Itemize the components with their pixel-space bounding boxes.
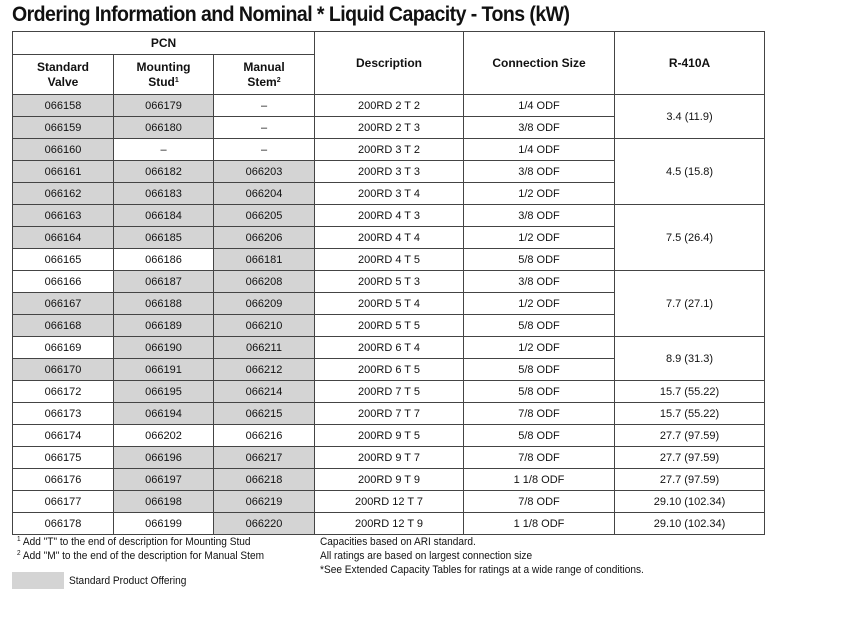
connection-size-cell: 5/8 ODF — [464, 249, 615, 271]
manual-stem-cell: – — [214, 95, 315, 117]
capacity-cell: 29.10 (102.34) — [615, 491, 765, 513]
table-row — [13, 403, 765, 425]
connection-size-cell: 1 1/8 ODF — [464, 469, 615, 491]
mounting-stud-cell: 066191 — [114, 359, 214, 381]
mounting-stud-cell: 066188 — [114, 293, 214, 315]
manual-stem-cell: 066211 — [214, 337, 315, 359]
connection-size-cell: 7/8 ODF — [464, 491, 615, 513]
connection-size-cell: 3/8 ODF — [464, 161, 615, 183]
connection-size-cell: 1/4 ODF — [464, 95, 615, 117]
standard-offering-label: Standard Product Offering — [69, 575, 187, 587]
connection-size-cell: 3/8 ODF — [464, 205, 615, 227]
mounting-stud-cell: – — [114, 139, 214, 161]
mounting-stud-cell: 066180 — [114, 117, 214, 139]
capacity-cell: 29.10 (102.34) — [615, 513, 765, 535]
description-header: Description — [315, 32, 464, 95]
table-row — [13, 513, 765, 535]
mounting-stud-header: Mounting Stud$^1$ — [114, 55, 214, 95]
mounting-stud-cell: 066195 — [114, 381, 214, 403]
description-cell: 200RD 5 T 3 — [315, 271, 464, 293]
capacity-cell: 3.4 (11.9) — [615, 95, 765, 139]
mounting-stud-cell: 066194 — [114, 403, 214, 425]
mounting-stud-cell: 066187 — [114, 271, 214, 293]
connection-size-cell: 7/8 ODF — [464, 403, 615, 425]
table-row — [13, 425, 765, 447]
connection-size-cell: 1/2 ODF — [464, 227, 615, 249]
capacity-cell: 27.7 (97.59) — [615, 425, 765, 447]
manual-stem-cell: 066210 — [214, 315, 315, 337]
table-row — [13, 447, 765, 469]
connection-size-cell: 5/8 ODF — [464, 359, 615, 381]
mounting-stud-cell: 066197 — [114, 469, 214, 491]
manual-stem-cell: 066203 — [214, 161, 315, 183]
capacity-cell: 8.9 (31.3) — [615, 337, 765, 381]
standard-valve-cell: 066158 — [13, 95, 114, 117]
connection-size-cell: 1/4 ODF — [464, 139, 615, 161]
standard-valve-cell: 066166 — [13, 271, 114, 293]
standard-valve-cell: 066168 — [13, 315, 114, 337]
connection-size-header: Connection Size — [464, 32, 615, 95]
mounting-stud-cell: 066189 — [114, 315, 214, 337]
mounting-stud-cell: 066190 — [114, 337, 214, 359]
standard-valve-cell: 066160 — [13, 139, 114, 161]
description-cell: 200RD 4 T 5 — [315, 249, 464, 271]
standard-valve-cell: 066172 — [13, 381, 114, 403]
table-row — [13, 205, 765, 227]
mounting-stud-cell: 066183 — [114, 183, 214, 205]
mounting-stud-cell: 066179 — [114, 95, 214, 117]
note-ari-standard: Capacities based on ARI standard. — [320, 536, 476, 548]
connection-size-cell: 5/8 ODF — [464, 315, 615, 337]
capacity-cell: 27.7 (97.59) — [615, 469, 765, 491]
manual-stem-cell: 066217 — [214, 447, 315, 469]
table-row — [13, 491, 765, 513]
manual-stem-cell: 066216 — [214, 425, 315, 447]
standard-valve-cell: 066165 — [13, 249, 114, 271]
description-cell: 200RD 9 T 5 — [315, 425, 464, 447]
standard-valve-cell: 066164 — [13, 227, 114, 249]
table-row — [13, 381, 765, 403]
manual-stem-cell: 066209 — [214, 293, 315, 315]
description-cell: 200RD 7 T 5 — [315, 381, 464, 403]
manual-stem-cell: 066215 — [214, 403, 315, 425]
description-cell: 200RD 12 T 7 — [315, 491, 464, 513]
capacity-cell: 27.7 (97.59) — [615, 447, 765, 469]
standard-valve-cell: 066178 — [13, 513, 114, 535]
manual-stem-cell: 066205 — [214, 205, 315, 227]
mounting-stud-cell: 066202 — [114, 425, 214, 447]
connection-size-cell: 5/8 ODF — [464, 425, 615, 447]
page-title: Ordering Information and Nominal * Liquid Capacity - Tons (kW) — [12, 3, 570, 26]
capacity-cell: 4.5 (15.8) — [615, 139, 765, 205]
manual-stem-header: Manual Stem$^2$ — [214, 55, 315, 95]
manual-stem-cell: 066220 — [214, 513, 315, 535]
standard-valve-cell: 066170 — [13, 359, 114, 381]
table-row — [13, 469, 765, 491]
description-cell: 200RD 3 T 2 — [315, 139, 464, 161]
description-cell: 200RD 7 T 7 — [315, 403, 464, 425]
capacity-cell: 15.7 (55.22) — [615, 381, 765, 403]
standard-valve-cell: 066177 — [13, 491, 114, 513]
footnote-mounting-stud: $^1$ Add "T" to the end of description for Mounting Stud — [17, 536, 251, 548]
description-cell: 200RD 4 T 3 — [315, 205, 464, 227]
table-row — [13, 271, 765, 293]
table-row — [13, 95, 765, 117]
connection-size-cell: 5/8 ODF — [464, 381, 615, 403]
connection-size-cell: 3/8 ODF — [464, 271, 615, 293]
connection-size-cell: 3/8 ODF — [464, 117, 615, 139]
table-row — [13, 139, 765, 161]
standard-valve-cell: 066163 — [13, 205, 114, 227]
standard-valve-cell: 066173 — [13, 403, 114, 425]
description-cell: 200RD 2 T 3 — [315, 117, 464, 139]
standard-valve-cell: 066162 — [13, 183, 114, 205]
description-cell: 200RD 4 T 4 — [315, 227, 464, 249]
mounting-stud-cell: 066186 — [114, 249, 214, 271]
connection-size-cell: 1/2 ODF — [464, 293, 615, 315]
manual-stem-cell: 066181 — [214, 249, 315, 271]
mounting-stud-cell: 066182 — [114, 161, 214, 183]
note-largest-connection: All ratings are based on largest connection size — [320, 550, 533, 562]
description-cell: 200RD 6 T 4 — [315, 337, 464, 359]
manual-stem-cell: 066204 — [214, 183, 315, 205]
manual-stem-cell: 066208 — [214, 271, 315, 293]
mounting-stud-cell: 066184 — [114, 205, 214, 227]
footnote-manual-stem: $^2$ Add "M" to the end of the description for Manual Stem — [17, 550, 265, 562]
description-cell: 200RD 3 T 4 — [315, 183, 464, 205]
manual-stem-cell: 066218 — [214, 469, 315, 491]
table-row — [13, 337, 765, 359]
standard-valve-cell: 066161 — [13, 161, 114, 183]
connection-size-cell: 7/8 ODF — [464, 447, 615, 469]
capacity-cell: 15.7 (55.22) — [615, 403, 765, 425]
description-cell: 200RD 2 T 2 — [315, 95, 464, 117]
standard-offering-swatch — [12, 572, 64, 589]
manual-stem-cell: 066206 — [214, 227, 315, 249]
standard-valve-header: Standard Valve — [13, 55, 114, 95]
mounting-stud-cell: 066196 — [114, 447, 214, 469]
ordering-table — [12, 31, 765, 535]
standard-valve-cell: 066174 — [13, 425, 114, 447]
connection-size-cell: 1 1/8 ODF — [464, 513, 615, 535]
description-cell: 200RD 9 T 9 — [315, 469, 464, 491]
connection-size-cell: 1/2 ODF — [464, 337, 615, 359]
capacity-cell: 7.7 (27.1) — [615, 271, 765, 337]
manual-stem-cell: 066219 — [214, 491, 315, 513]
description-cell: 200RD 5 T 4 — [315, 293, 464, 315]
pcn-header: PCN — [13, 32, 315, 55]
description-cell: 200RD 9 T 7 — [315, 447, 464, 469]
connection-size-cell: 1/2 ODF — [464, 183, 615, 205]
standard-valve-cell: 066159 — [13, 117, 114, 139]
manual-stem-cell: – — [214, 139, 315, 161]
standard-valve-cell: 066175 — [13, 447, 114, 469]
description-cell: 200RD 3 T 3 — [315, 161, 464, 183]
standard-valve-cell: 066169 — [13, 337, 114, 359]
standard-valve-cell: 066176 — [13, 469, 114, 491]
manual-stem-cell: 066212 — [214, 359, 315, 381]
capacity-cell: 7.5 (26.4) — [615, 205, 765, 271]
manual-stem-cell: – — [214, 117, 315, 139]
standard-valve-cell: 066167 — [13, 293, 114, 315]
mounting-stud-cell: 066198 — [114, 491, 214, 513]
mounting-stud-cell: 066185 — [114, 227, 214, 249]
note-extended-capacity: *See Extended Capacity Tables for ratings at a wide range of conditions. — [320, 564, 644, 576]
mounting-stud-cell: 066199 — [114, 513, 214, 535]
description-cell: 200RD 5 T 5 — [315, 315, 464, 337]
r410a-header: R-410A — [615, 32, 765, 95]
description-cell: 200RD 12 T 9 — [315, 513, 464, 535]
description-cell: 200RD 6 T 5 — [315, 359, 464, 381]
manual-stem-cell: 066214 — [214, 381, 315, 403]
